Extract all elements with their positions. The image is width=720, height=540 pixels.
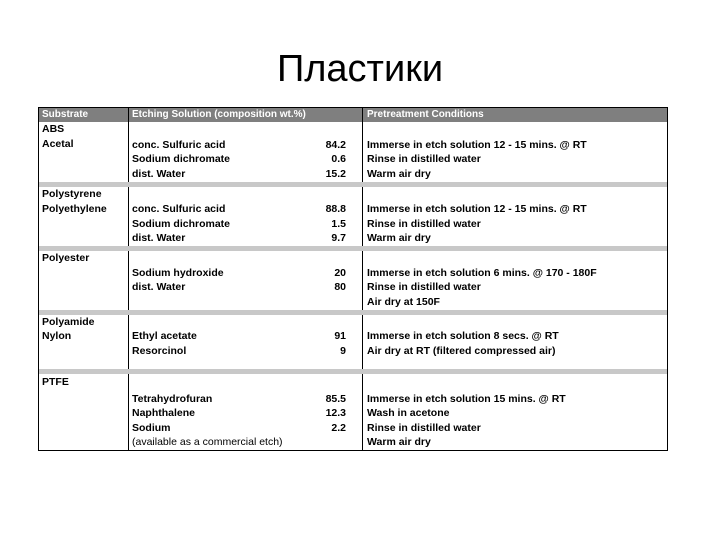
substrate-cell: Polyethylene (42, 203, 107, 215)
component-name: Resorcinol (132, 345, 187, 357)
group-separator (39, 369, 667, 374)
condition-step: Wash in acetone (367, 407, 450, 419)
component-value: 91 (334, 330, 346, 342)
component-value: 12.3 (325, 407, 346, 419)
header-conditions: Pretreatment Conditions (367, 109, 484, 120)
component-value: 9.7 (331, 232, 346, 244)
component-name: dist. Water (132, 168, 186, 180)
table-header (39, 108, 667, 122)
condition-step: Rinse in distilled water (367, 218, 481, 230)
group-separator (39, 182, 667, 187)
condition-step: Rinse in distilled water (367, 422, 481, 434)
component-name: conc. Sulfuric acid (132, 139, 226, 151)
condition-step: Immerse in etch solution 15 mins. @ RT (367, 393, 566, 405)
condition-step: Air dry at RT (filtered compressed air) (367, 345, 556, 357)
substrate-cell: ABS (42, 123, 65, 135)
component-value: 84.2 (325, 139, 346, 151)
condition-step: Rinse in distilled water (367, 281, 481, 293)
component-name: Ethyl acetate (132, 330, 197, 342)
substrate-cell: Nylon (42, 330, 72, 342)
etching-table (38, 107, 668, 451)
component-value: 85.5 (325, 393, 346, 405)
condition-step: Immerse in etch solution 8 secs. @ RT (367, 330, 559, 342)
condition-step: Warm air dry (367, 436, 431, 448)
header-solution: Etching Solution (composition wt.%) (132, 109, 306, 120)
component-name: dist. Water (132, 232, 186, 244)
condition-step: Warm air dry (367, 232, 431, 244)
component-name: Sodium dichromate (132, 218, 231, 230)
substrate-cell: Polyamide (42, 316, 95, 328)
component-value: 88.8 (325, 203, 346, 215)
component-name: Tetrahydrofuran (132, 393, 213, 405)
condition-step: Air dry at 150F (367, 296, 440, 308)
component-value: 15.2 (325, 168, 346, 180)
group-separator (39, 310, 667, 315)
component-value: 0.6 (331, 153, 346, 165)
component-value: 80 (334, 281, 346, 293)
substrate-cell: Acetal (42, 138, 74, 150)
condition-step: Immerse in etch solution 6 mins. @ 170 - 180F (367, 267, 597, 279)
slide-title: Пластики (276, 48, 444, 90)
component-name: Sodium hydroxide (132, 267, 224, 279)
substrate-cell: Polystyrene (42, 188, 102, 200)
header-substrate: Substrate (42, 109, 89, 120)
substrate-cell: PTFE (42, 376, 69, 388)
component-name: Sodium (132, 422, 171, 434)
component-name: Naphthalene (132, 407, 196, 419)
component-value: 1.5 (331, 218, 346, 230)
column-divider (128, 108, 129, 450)
column-divider (362, 108, 363, 450)
condition-step: Rinse in distilled water (367, 153, 481, 165)
component-value: 2.2 (331, 422, 346, 434)
footnote: (available as a commercial etch) (132, 436, 283, 448)
component-value: 9 (340, 345, 346, 357)
component-name: conc. Sulfuric acid (132, 203, 226, 215)
condition-step: Immerse in etch solution 12 - 15 mins. @ RT (367, 203, 587, 215)
component-name: dist. Water (132, 281, 186, 293)
group-separator (39, 246, 667, 251)
substrate-cell: Polyester (42, 252, 90, 264)
component-value: 20 (334, 267, 346, 279)
condition-step: Warm air dry (367, 168, 431, 180)
component-name: Sodium dichromate (132, 153, 231, 165)
condition-step: Immerse in etch solution 12 - 15 mins. @ RT (367, 139, 587, 151)
